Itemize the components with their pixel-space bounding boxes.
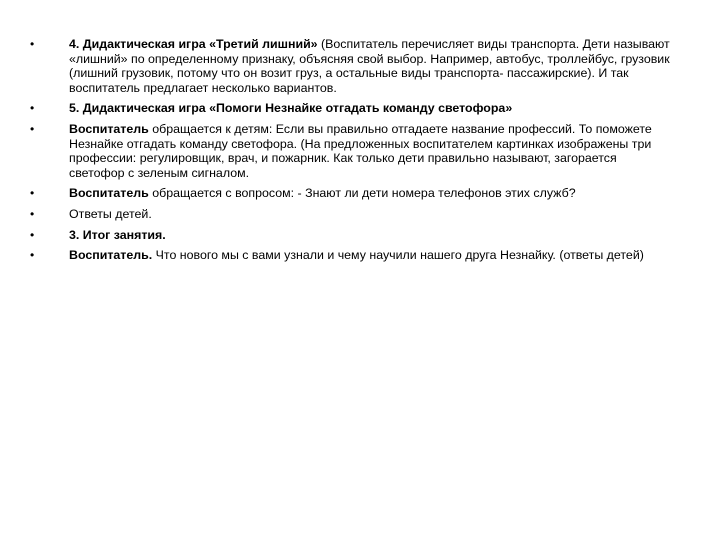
bullet-icon: • <box>30 206 35 221</box>
bullet-list <box>30 37 670 269</box>
list-item <box>30 207 670 222</box>
item-heading: Воспитатель <box>69 186 149 201</box>
bullet-icon: • <box>30 37 35 51</box>
item-heading: Воспитатель <box>69 121 149 136</box>
list-item <box>30 101 670 116</box>
item-text: обращается к детям: Если вы правильно отгадаете название профессий. То поможете Незнайке отгадать команду светофора. (На предложенных воспитателем картинках изображены три профессии: регулировщик, врач, и пожарник. Как только дети правильно называют, загорается светофор с зеленым сигналом. <box>69 121 652 180</box>
item-text: обращается с вопросом: - Знают ли дети номера телефонов этих служб? <box>148 186 576 201</box>
list-item <box>30 37 670 95</box>
item-heading: Воспитатель. <box>69 248 153 263</box>
list-item <box>30 228 670 243</box>
item-text: (Воспитатель перечисляет виды транспорта. Дети называют «лишний» по определенному признаку, объясняя свой выбор. Например, автобус, троллейбус, грузовик (лишний грузовик, потому что он возит груз, а остальные виды транспорта- пассажирские). И так воспитатель предлагает несколько вариантов. <box>69 37 670 95</box>
bullet-icon: • <box>30 227 35 242</box>
list-item <box>30 186 670 201</box>
item-heading: 4. Дидактическая игра «Третий лишний» <box>69 37 318 51</box>
bullet-icon: • <box>30 186 35 201</box>
item-heading: 3. Итог занятия. <box>69 227 166 242</box>
bullet-icon: • <box>30 121 35 136</box>
list-item <box>30 248 670 263</box>
list-item <box>30 122 670 180</box>
bullet-icon: • <box>30 248 35 263</box>
item-text: Ответы детей. <box>69 206 152 221</box>
item-text: Что нового мы с вами узнали и чему научили нашего друга Незнайку. (ответы детей) <box>152 248 644 263</box>
bullet-icon: • <box>30 101 35 116</box>
item-heading: 5. Дидактическая игра «Помоги Незнайке отгадать команду светофора» <box>69 101 513 116</box>
